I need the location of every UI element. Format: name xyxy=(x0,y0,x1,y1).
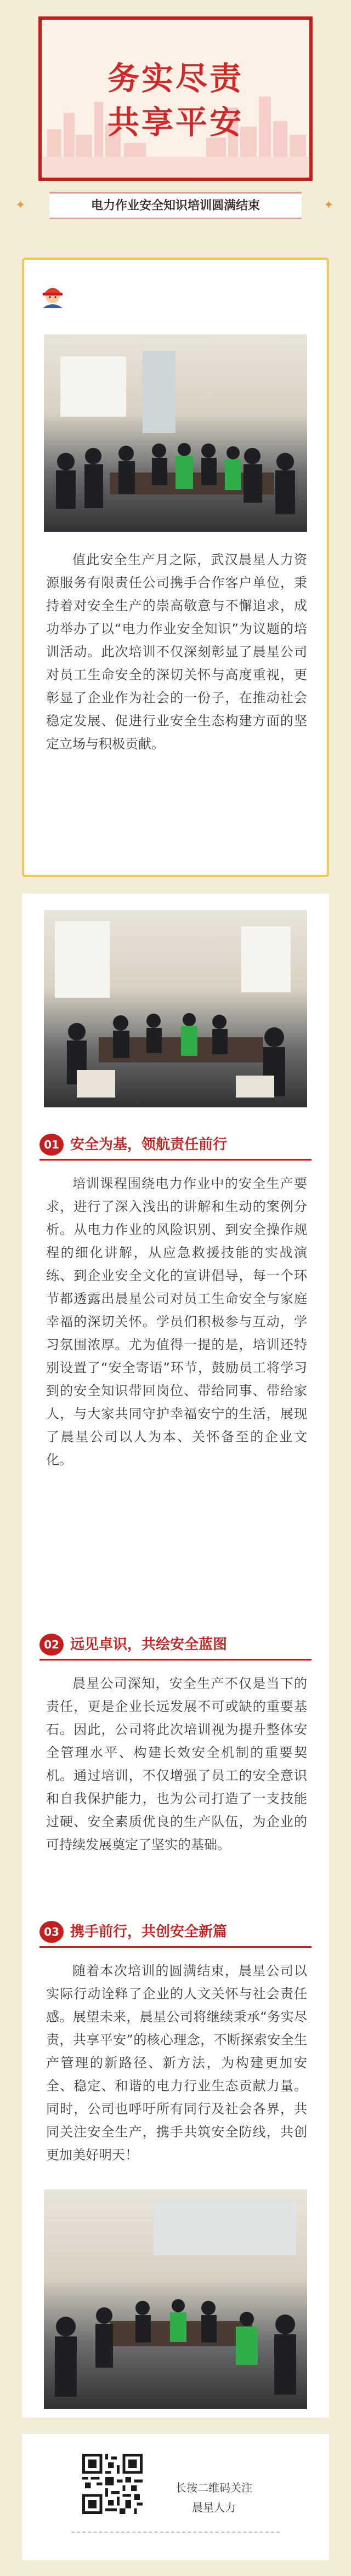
qr-code-icon[interactable] xyxy=(82,2454,143,2514)
article-subtitle: 电力作业安全知识培训圆满结束 xyxy=(90,199,260,213)
section-number-badge: 01 xyxy=(39,1134,64,1156)
footer-dashed-divider xyxy=(71,2532,280,2533)
training-photo-3 xyxy=(44,2190,307,2409)
section-paragraph-03: 随着本次培训的圆满结束，晨星公司以实际行动诠释了企业的人文关怀与社会责任感。展望未来，晨星公司将继续秉承“务实尽责，共享平安”的核心理念，不断探索安全生产管理的新路径、新方法，为构建更加安全、稳定、和谐的电力行业生态贡献力量。同时，公司也呼吁所有同行及社会各界，共同关注安全生产，携手共筑安全防线，共创更加美好明天！ xyxy=(46,1963,307,2163)
section-title: 远见卓识，共绘安全蓝图 xyxy=(70,1636,228,1653)
section-divider xyxy=(39,1659,312,1661)
qr-caption-line2: 晨星人力 xyxy=(192,2501,236,2514)
meeting-people-illustration xyxy=(44,2288,307,2409)
meeting-people-illustration xyxy=(44,999,307,1107)
section-number-badge: 02 xyxy=(39,1634,64,1656)
qr-caption xyxy=(159,2478,269,2517)
qr-caption-line1: 长按二维码关注 xyxy=(176,2481,252,2494)
section-title: 携手前行，共创安全新篇 xyxy=(70,1924,228,1940)
section-divider xyxy=(39,1946,312,1948)
training-photo-1 xyxy=(44,334,307,532)
section-paragraph-02: 晨星公司深知，安全生产不仅是当下的责任，更是企业长远发展不可或缺的重要基石。因此，公司将此次培训视为提升整体安全管理水平、构建长效安全机制的重要契机。通过培训，不仅增强了员工的安全意识和自我保护能力，也为公司打造了一支技能过硬、安全素质优良的生产队伍，为企业的可持续发展奠定了坚实的基础。 xyxy=(46,1676,307,1852)
sparkle-icon: ✦ xyxy=(324,198,334,212)
banner-title-line1: 务实尽责 xyxy=(107,60,244,97)
section-heading-01 xyxy=(39,1131,312,1159)
section-divider xyxy=(39,1159,312,1161)
section-heading-02 xyxy=(39,1631,312,1659)
intro-paragraph: 值此安全生产月之际，武汉晨星人力资源服务有限责任公司携手合作客户单位，秉持着对安全生产的崇高敬意与不懈追求，成功举办了以“电力作业安全知识”为议题的培训活动。此次培训不仅深刻彰显了晨星公司对员工生命安全的深切关怀与高度重视，更彰显了企业作为社会的一份子，在推动社会稳定发展、促进行业安全生态构建方面的坚定立场与积极贡献。 xyxy=(46,552,307,752)
safety-worker-icon xyxy=(38,280,67,308)
subtitle-bar xyxy=(49,192,302,219)
section-number-badge: 03 xyxy=(39,1921,64,1943)
section-title: 安全为基，领航责任前行 xyxy=(70,1136,228,1153)
banner-title-line2: 共享平安 xyxy=(107,104,244,141)
section-heading-03 xyxy=(39,1919,312,1946)
section-paragraph-01: 培训课程围绕电力作业中的安全生产要求，进行了深入浅出的讲解和生动的案例分析。从电力作业的风险识别、到安全操作规程的细化讲解，从应急救援技能的实战演练、到企业安全文化的宣讲倡导，每一个环节都透露出晨星公司对员工生命安全与家庭幸福的深切关怀。学员们积极参与互动，学习氛围浓厚。尤为值得一提的是，培训还特别设置了“安全寄语”环节，鼓励员工将学习到的安全知识带回岗位、带给同事、带给家人，与大家共同守护幸福安宁的生活，展现了晨星公司以人为本、关怀备至的企业文化。 xyxy=(46,1176,307,1468)
header-banner xyxy=(38,16,313,181)
city-skyline-icon xyxy=(42,20,309,178)
sparkle-icon: ✦ xyxy=(15,198,26,212)
meeting-people-illustration xyxy=(44,423,307,532)
training-photo-2 xyxy=(44,910,307,1107)
